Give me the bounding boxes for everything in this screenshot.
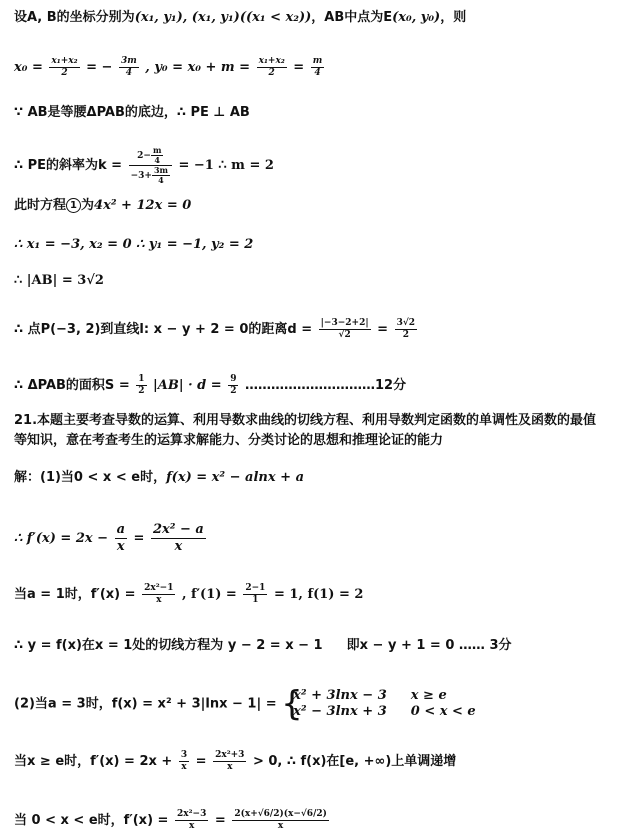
line-ab-length: ∴ |AB| = 3√2 <box>14 273 104 288</box>
line-tangent: ∴ y = f(x)在x = 1处的切线方程为 y − 2 = x − 1 即x − y + 1 = 0 …… 3分 <box>14 638 512 653</box>
fraction: $\frac{3m}{4}$ <box>120 56 137 78</box>
line-x-ge-e: 当x ≥ e时，f′(x) = 2x + $\frac{3}{x}$ = $\frac{\text{2x²+3}}{x}$ > 0, ∴ f(x)在[e, +∞)上单调递增 <box>14 750 457 772</box>
line-coordinates: 设A, B的坐标分别为(x₁, y₁), (x₁, y₁)((x₁ < x₂))，AB中点为E(x₀, y₀)，则 <box>14 10 467 25</box>
fraction: $\frac{a}{x}$ <box>116 522 125 554</box>
line-solution-part1: 解：(1)当0 < x < e时，f(x) = x² − alnx + a <box>14 470 304 485</box>
fraction: $\frac{m}{4}$ <box>312 56 323 78</box>
problem-21-heading-cont: 等知识，意在考查考生的运算求解能力、分类讨论的思想和推理论证的能力 <box>14 433 444 448</box>
line-roots: ∴ x₁ = −3, x₂ = 0 ∴ y₁ = −1, y₂ = 2 <box>14 237 254 252</box>
fraction: $\frac{\text{2x² − a}}{x}$ <box>152 522 204 554</box>
fraction: $\frac{\text{2x²−1}}{x}$ <box>144 583 174 605</box>
line-distance: ∴ 点P(−3, 2)到直线l: x − y + 2 = 0的距离d = $\frac{|-3-2+2|}{√2}$ = $\frac{3√2}{2}$ <box>14 318 416 340</box>
fraction: $\frac{\text{2x²−3}}{x}$ <box>176 809 207 831</box>
problem-21-heading: 21.本题主要考查导数的运算、利用导数求曲线的切线方程、利用导数判定函数的单调性及函数的最值 <box>14 413 597 428</box>
line-a-equals-1: 当a = 1时，f′(x) = $\frac{\text{2x²−1}}{x}$ , f′(1) = $\frac{2-1}{1}$ = 1, f(1) = 2 <box>14 583 364 605</box>
line-area: ∴ ΔPAB的面积S = $\frac{1}{2}$ |AB| · d = $\frac{9}{2}$ …………………………12分 <box>14 374 407 396</box>
fraction: $\frac{2(x+√6/2)(x-√6/2)}{x}$ <box>234 809 327 831</box>
fraction: $\frac{\text{x₁+x₂}}{2}$ <box>51 56 78 78</box>
line-midpoint-formula: x₀ = $\frac{\text{x₁+x₂}}{2}$ = − $\frac{3m}{4}$ , y₀ = x₀ + m = $\frac{\text{x₁+x₂}}{2}$ = $\frac{m}{4}$ <box>14 56 323 78</box>
fraction: $\frac{\text{2x²+3}}{x}$ <box>215 750 245 772</box>
fraction: $\frac{3√2}{2}$ <box>396 318 416 340</box>
line-x-lt-e: 当 0 < x < e时，f′(x) = $\frac{\text{2x²−3}}{x}$ = $\frac{2(x+√6/2)(x-√6/2)}{x}$ <box>14 809 327 831</box>
fraction: $\frac{\text{x₁+x₂}}{2}$ <box>258 56 285 78</box>
line-equation: 此时方程 1 为4x² + 12x = 0 <box>14 198 192 213</box>
fraction: $\frac{|-3-2+2|}{√2}$ <box>320 318 369 340</box>
fraction: $\frac{1}{2}$ <box>138 374 145 396</box>
fraction: $\frac{2-1}{1}$ <box>245 583 266 605</box>
line-slope: ∴ PE的斜率为k = 2− $\frac{m}{4}$ −3+ $\frac{3m}{4}$ = −1 ∴ m = 2 <box>14 145 274 185</box>
piecewise-function: { x² + 3lnx − 3 x ≥ e x² − 3lnx + 3 0 < x < e <box>281 684 476 724</box>
fraction: $\frac{3}{x}$ <box>180 750 188 772</box>
line-isosceles: ∵ AB是等腰ΔPAB的底边，∴ PE ⊥ AB <box>14 105 250 120</box>
line-derivative: ∴ f′(x) = 2x − $\frac{a}{x}$ = $\frac{\text{2x² − a}}{x}$ <box>14 522 204 554</box>
fraction: 2− $\frac{m}{4}$ −3+ $\frac{3m}{4}$ <box>129 146 172 185</box>
circled-number: 1 <box>66 198 81 213</box>
fraction: $\frac{9}{2}$ <box>230 374 237 396</box>
line-a-equals-3: (2)当a = 3时，f(x) = x² + 3|lnx − 1| = { x² + 3lnx − 3 x ≥ e x² − 3lnx + 3 0 < x < e <box>14 684 476 724</box>
